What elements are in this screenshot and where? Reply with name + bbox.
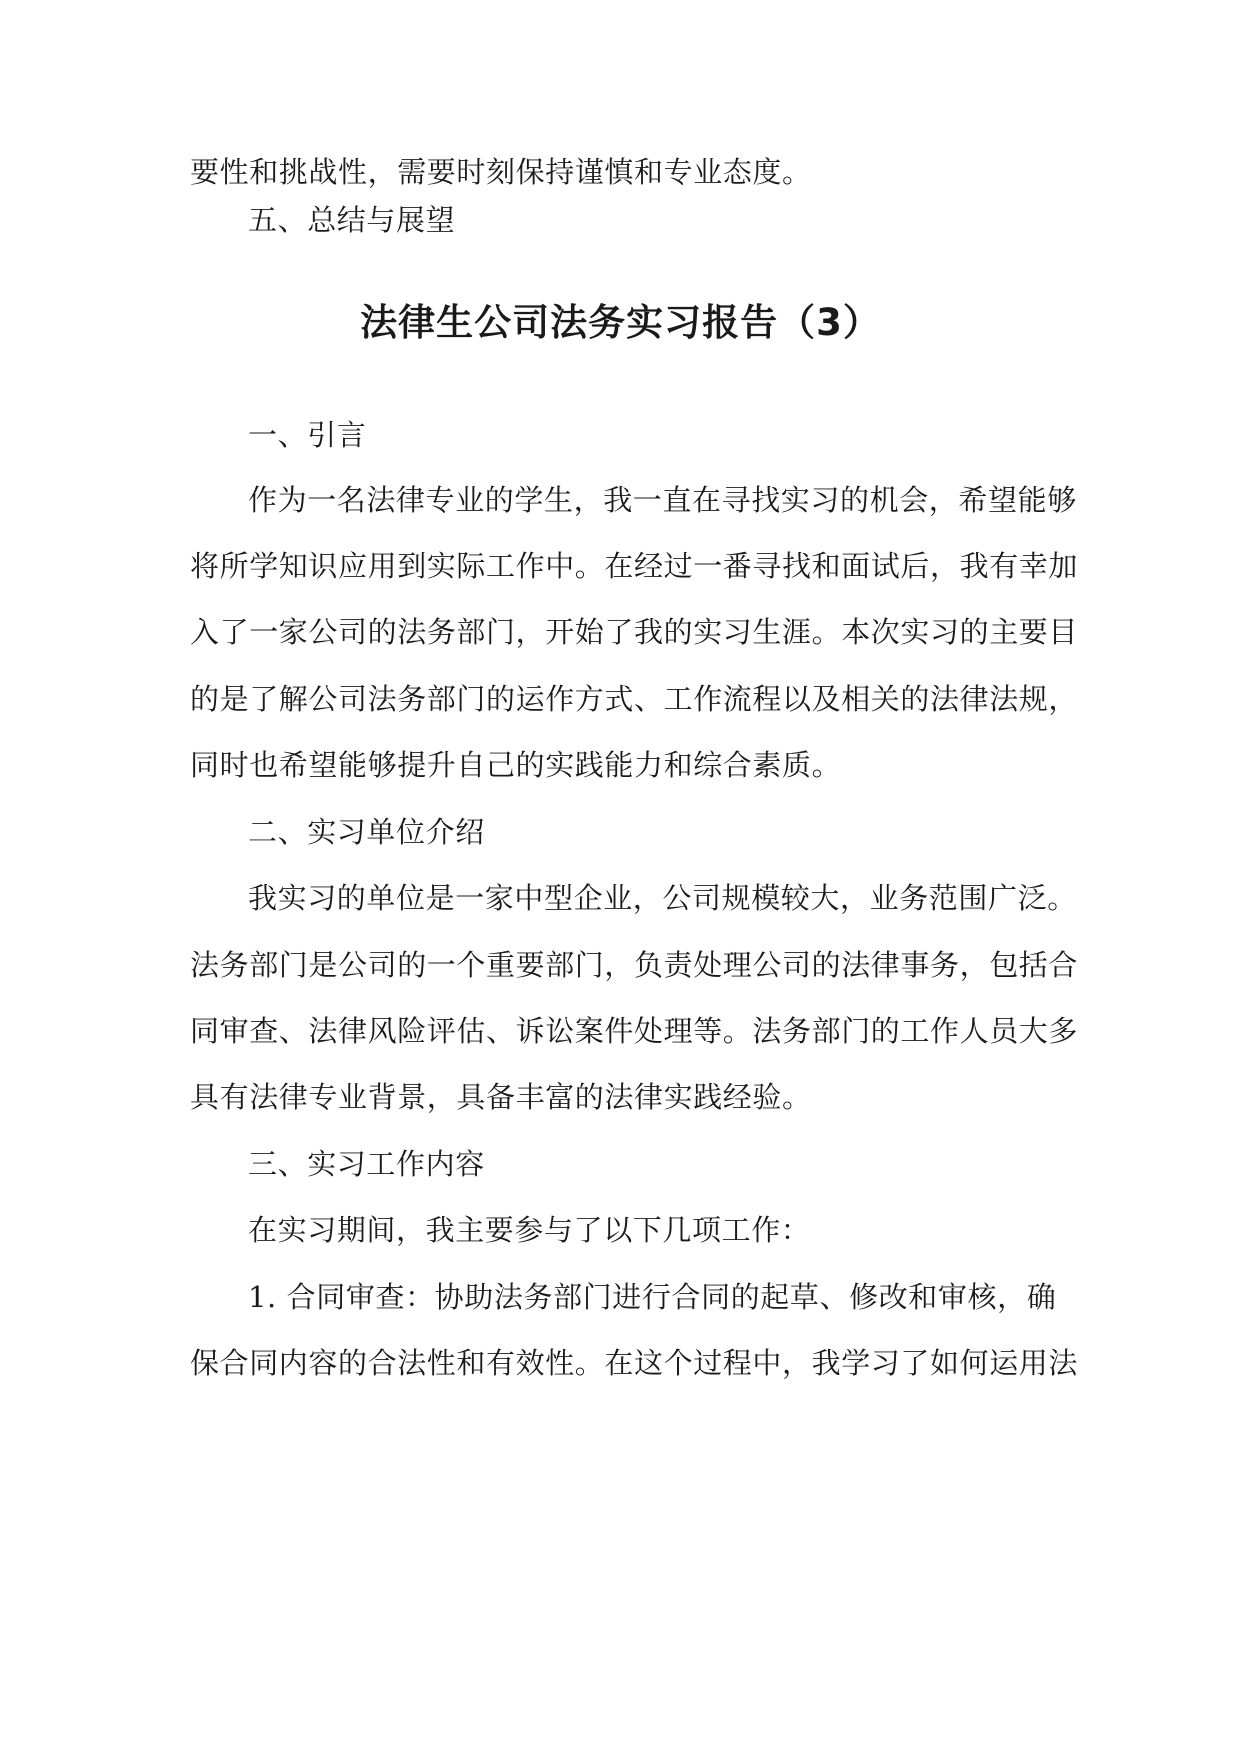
section-heading-summary: 五、总结与展望 bbox=[248, 203, 456, 237]
section-heading-unit: 二、实习单位介绍 bbox=[248, 815, 485, 849]
paragraph-line: 具有法律专业背景，具备丰富的法律实践经验。 bbox=[190, 1080, 812, 1114]
paragraph-line: 在实习期间，我主要参与了以下几项工作： bbox=[248, 1213, 811, 1247]
paragraph-line: 入了一家公司的法务部门，开始了我的实习生涯。本次实习的主要目 bbox=[190, 615, 1079, 649]
paragraph-line: 法务部门是公司的一个重要部门，负责处理公司的法律事务，包括合 bbox=[190, 948, 1079, 982]
list-item-contract-review: 1. 合同审查：协助法务部门进行合同的起草、修改和审核，确 bbox=[248, 1280, 1057, 1314]
paragraph-line: 同审查、法律风险评估、诉讼案件处理等。法务部门的工作人员大多 bbox=[190, 1014, 1079, 1048]
paragraph-line: 将所学知识应用到实际工作中。在经过一番寻找和面试后，我有幸加 bbox=[190, 549, 1079, 583]
section-heading-introduction: 一、引言 bbox=[248, 418, 367, 452]
section-heading-work: 三、实习工作内容 bbox=[248, 1147, 485, 1181]
paragraph-line: 同时也希望能够提升自己的实践能力和综合素质。 bbox=[190, 748, 842, 782]
paragraph-line: 保合同内容的合法性和有效性。在这个过程中，我学习了如何运用法 bbox=[190, 1346, 1079, 1380]
paragraph-line: 作为一名法律专业的学生，我一直在寻找实习的机会，希望能够 bbox=[248, 483, 1077, 517]
paragraph-line: 我实习的单位是一家中型企业，公司规模较大，业务范围广泛。 bbox=[248, 881, 1077, 915]
document-title: 法律生公司法务实习报告（3） bbox=[360, 301, 881, 344]
paragraph-line: 要性和挑战性，需要时刻保持谨慎和专业态度。 bbox=[190, 155, 812, 189]
paragraph-line: 的是了解公司法务部门的运作方式、工作流程以及相关的法律法规， bbox=[190, 682, 1079, 716]
